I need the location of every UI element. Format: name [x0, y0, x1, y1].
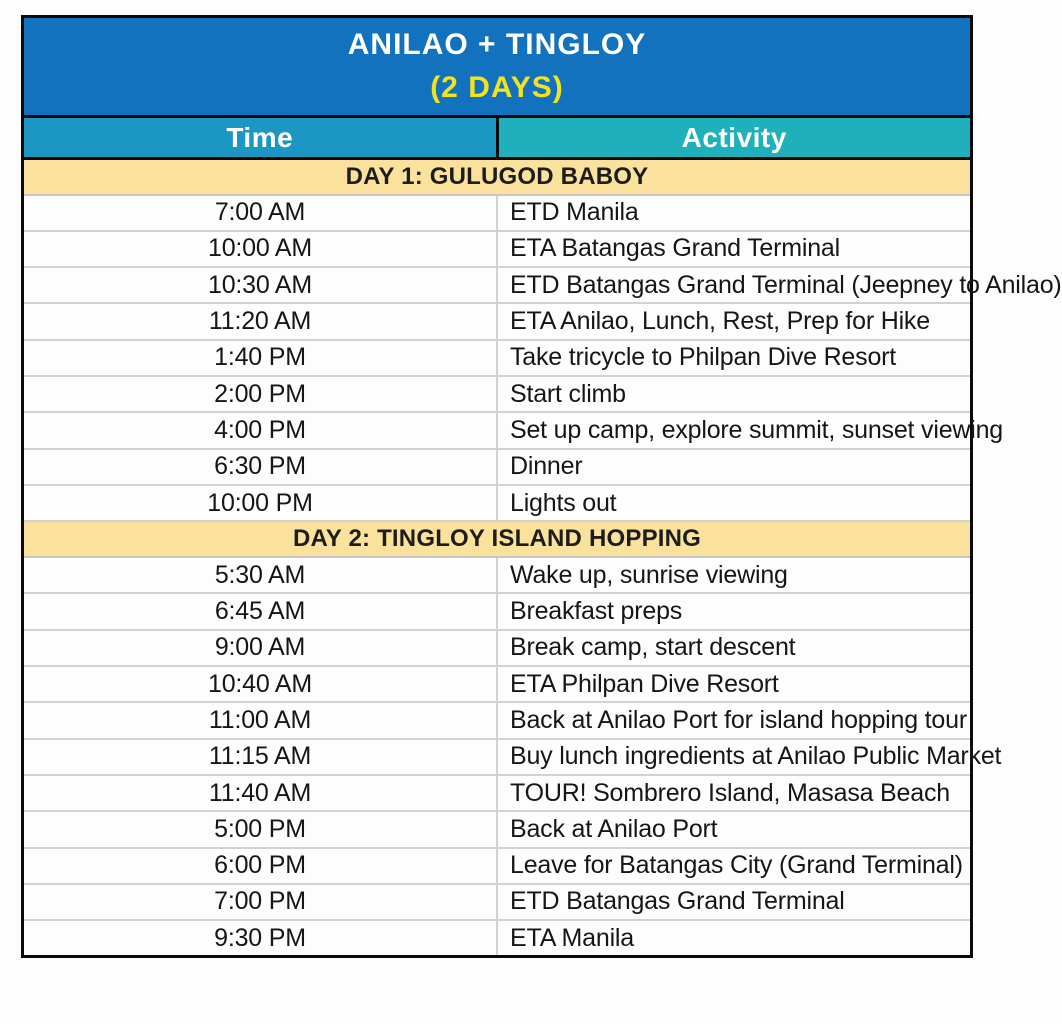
table-row [23, 412, 972, 448]
table-row [23, 449, 972, 485]
time-cell: 6:45 AM [23, 593, 498, 629]
activity-column-header: Activity [497, 117, 972, 159]
table-row [23, 702, 972, 738]
time-cell: 2:00 PM [23, 376, 498, 412]
time-cell: 6:30 PM [23, 449, 498, 485]
activity-cell: Back at Anilao Port for island hopping tour [497, 702, 972, 738]
activity-cell: Back at Anilao Port [497, 811, 972, 847]
table-row [23, 739, 972, 775]
itinerary-body [23, 159, 1062, 957]
time-cell: 1:40 PM [23, 340, 498, 376]
activity-cell: Wake up, sunrise viewing [497, 557, 972, 593]
activity-cell: ETA Batangas Grand Terminal [497, 231, 972, 267]
table-row [23, 376, 972, 412]
time-cell: 9:00 AM [23, 630, 498, 666]
table-row [23, 666, 972, 702]
itinerary-table [21, 15, 1062, 958]
column-header-row [23, 117, 972, 159]
trip-duration: (2 DAYS) [430, 71, 564, 104]
table-row [23, 485, 972, 521]
activity-cell: Break camp, start descent [497, 630, 972, 666]
time-cell: 11:40 AM [23, 775, 498, 811]
activity-cell: Leave for Batangas City (Grand Terminal) [497, 848, 972, 884]
table-row [23, 593, 972, 629]
time-cell: 9:30 PM [23, 920, 498, 956]
table-row [23, 630, 972, 666]
time-cell: 7:00 AM [23, 195, 498, 231]
table-row [23, 231, 972, 267]
activity-cell: ETD Manila [497, 195, 972, 231]
activity-cell: TOUR! Sombrero Island, Masasa Beach [497, 775, 972, 811]
title-row [23, 17, 972, 117]
time-cell: 10:00 AM [23, 231, 498, 267]
time-cell: 4:00 PM [23, 412, 498, 448]
activity-cell: ETD Batangas Grand Terminal [497, 884, 972, 920]
table-row [23, 920, 972, 956]
table-row [23, 340, 972, 376]
activity-cell: ETA Philpan Dive Resort [497, 666, 972, 702]
activity-cell: ETA Manila [510, 923, 634, 952]
day-section-row [23, 521, 972, 557]
activity-cell: Buy lunch ingredients at Anilao Public Market [497, 739, 972, 775]
day-header: DAY 1: GULUGOD BABOY [23, 159, 972, 195]
time-cell: 11:00 AM [23, 702, 498, 738]
activity-cell: Set up camp, explore summit, sunset viewing [497, 412, 972, 448]
activity-cell: ETD Batangas Grand Terminal (Jeepney to Anilao) [497, 267, 972, 303]
time-cell: 5:30 AM [23, 557, 498, 593]
table-row [23, 195, 972, 231]
time-cell: 10:00 PM [23, 485, 498, 521]
table-row [23, 811, 972, 847]
time-cell: 5:00 PM [23, 811, 498, 847]
time-cell: 10:30 AM [23, 267, 498, 303]
activity-cell: Dinner [497, 449, 972, 485]
table-row [23, 267, 972, 303]
page-title [23, 17, 972, 117]
table-row [23, 557, 972, 593]
activity-cell: Take tricycle to Philpan Dive Resort [497, 340, 972, 376]
day-header: DAY 2: TINGLOY ISLAND HOPPING [23, 521, 972, 557]
time-cell: 11:20 AM [23, 303, 498, 339]
activity-cell: ETA Anilao, Lunch, Rest, Prep for Hike [497, 303, 972, 339]
time-cell: 6:00 PM [23, 848, 498, 884]
activity-cell: Breakfast preps [497, 593, 972, 629]
time-cell: 7:00 PM [23, 884, 498, 920]
time-column-header: Time [23, 117, 498, 159]
table-row [23, 884, 972, 920]
table-row [23, 303, 972, 339]
activity-cell: Lights out [497, 485, 972, 521]
time-cell: 11:15 AM [23, 739, 498, 775]
trip-title: ANILAO + TINGLOY [347, 28, 647, 61]
table-row [23, 775, 972, 811]
time-cell: 10:40 AM [23, 666, 498, 702]
activity-cell: Start climb [497, 376, 972, 412]
table-row [23, 848, 972, 884]
day-section-row [23, 159, 972, 195]
